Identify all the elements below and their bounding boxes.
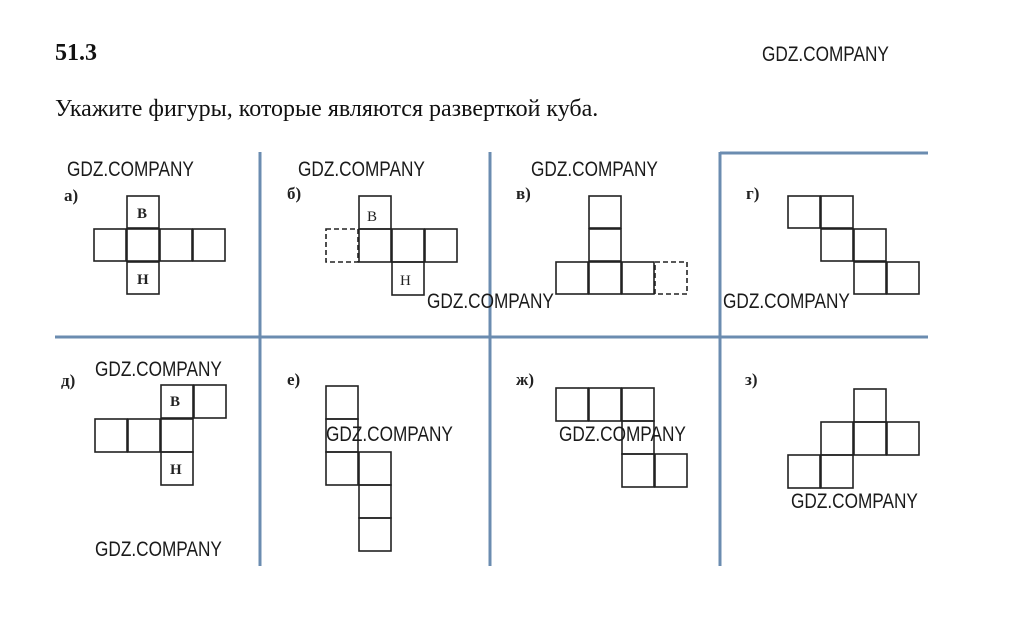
cell-letter-n-d: Н: [170, 462, 182, 478]
net-e: [326, 386, 391, 551]
watermark: GDZ.COMPANY: [531, 158, 658, 181]
cell-letter-v-d: В: [170, 394, 181, 410]
panel-label-e: е): [287, 370, 301, 389]
cell-letter-n-b: Н: [400, 273, 411, 289]
cell-letter-v-a: В: [137, 206, 148, 222]
panel-label-b: б): [287, 184, 302, 203]
question-text: Укажите фигуры, которые являются разверткой куба.: [55, 96, 599, 122]
watermark: GDZ.COMPANY: [559, 423, 686, 446]
watermark: GDZ.COMPANY: [298, 158, 425, 181]
problem-number: 51.3: [55, 40, 97, 66]
panel-label-a: а): [64, 186, 79, 205]
watermark: GDZ.COMPANY: [326, 423, 453, 446]
cell-letter-v-b: В: [367, 209, 378, 225]
net-a: [94, 196, 225, 294]
watermark: GDZ.COMPANY: [95, 538, 222, 561]
watermark: GDZ.COMPANY: [723, 290, 850, 313]
panel-label-v: в): [516, 184, 531, 203]
panel-label-g: г): [746, 184, 760, 203]
net-d: [95, 385, 226, 485]
watermark: GDZ.COMPANY: [427, 290, 554, 313]
net-z: [788, 389, 919, 488]
watermark: GDZ.COMPANY: [762, 43, 889, 66]
watermark: GDZ.COMPANY: [67, 158, 194, 181]
net-v: [556, 196, 687, 294]
net-g: [788, 196, 919, 294]
panel-label-z: з): [745, 370, 758, 389]
cell-letter-n-a: Н: [137, 272, 149, 288]
panel-label-d: д): [61, 371, 76, 390]
net-b: [326, 196, 457, 295]
watermark: GDZ.COMPANY: [95, 358, 222, 381]
watermark: GDZ.COMPANY: [791, 490, 918, 513]
panel-label-zh: ж): [516, 370, 534, 389]
